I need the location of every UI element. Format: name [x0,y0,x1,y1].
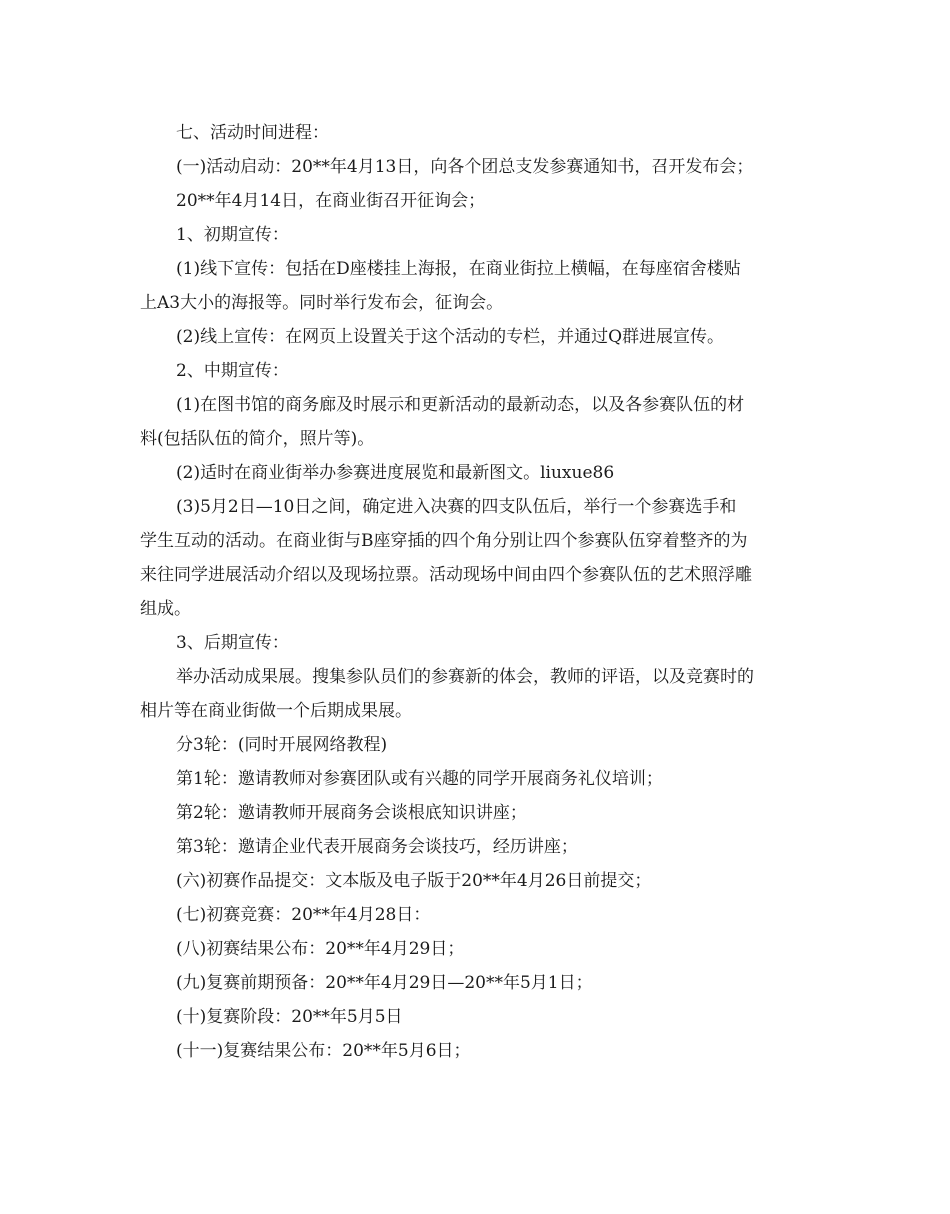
document-body [140,116,820,1068]
paragraph [140,864,820,898]
text-line: 第1轮：邀请教师对参赛团队或有兴趣的同学开展商务礼仪培训； [176,769,663,789]
text-line: (十一)复赛结果公布：20**年5月6日； [176,1041,471,1061]
paragraph [140,762,820,796]
paragraph [140,456,820,490]
text-line: 七、活动时间进程： [176,123,329,143]
paragraph [140,898,820,932]
text-line: 料(包括队伍的简介，照片等)。 [140,429,375,449]
text-line: (七)初赛竞赛：20**年4月28日： [176,905,431,925]
paragraph [140,728,820,762]
paragraph [140,660,820,728]
paragraph [140,116,820,150]
paragraph [140,320,820,354]
text-line: (1)线下宣传：包括在D座楼挂上海报，在商业街拉上横幅，在每座宿舍楼贴 [176,259,741,279]
paragraph [140,490,820,626]
paragraph [140,354,820,388]
paragraph [140,184,820,218]
paragraph [140,830,820,864]
paragraph [140,932,820,966]
text-line: (3)5月2日—10日之间，确定进入决赛的四支队伍后，举行一个参赛选手和 [176,497,737,517]
text-line: 第2轮：邀请教师开展商务会谈根底知识讲座； [176,803,527,823]
text-line: (一)活动启动：20**年4月13日，向各个团总支发参赛通知书，召开发布会； [176,157,754,177]
text-line: 上A3大小的海报等。同时举行发布会，征询会。 [140,293,504,313]
text-line: 组成。 [140,599,191,619]
text-line: 学生互动的活动。在商业街与B座穿插的四个角分别让四个参赛队伍穿着整齐的为 [140,531,748,551]
text-line: 举办活动成果展。搜集参队员们的参赛新的体会，教师的评语，以及竞赛时的 [176,667,754,687]
text-line: (九)复赛前期预备：20**年4月29日—20**年5月1日； [176,973,593,993]
text-line: 1、初期宣传： [176,225,289,245]
paragraph [140,1000,820,1034]
paragraph [140,1034,820,1068]
paragraph [140,626,820,660]
paragraph [140,388,820,456]
text-line: 分3轮：(同时开展网络教程) [176,735,388,755]
text-line: (1)在图书馆的商务廊及时展示和更新活动的最新动态，以及各参赛队伍的材 [176,395,745,415]
paragraph [140,150,820,184]
text-line: 20**年4月14日，在商业街召开征询会； [176,191,486,211]
paragraph [140,252,820,320]
text-line: 3、后期宣传： [176,633,289,653]
text-line: 2、中期宣传： [176,361,289,381]
text-line: (六)初赛作品提交：文本版及电子版于20**年4月26日前提交； [176,871,652,891]
text-line: 来往同学进展活动介绍以及现场拉票。活动现场中间由四个参赛队伍的艺术照浮雕 [140,565,752,585]
paragraph [140,218,820,252]
text-line: (十)复赛阶段：20**年5月5日 [176,1007,403,1027]
text-line: 第3轮：邀请企业代表开展商务会谈技巧，经历讲座； [176,837,578,857]
paragraph [140,966,820,1000]
text-line: (2)线上宣传：在网页上设置关于这个活动的专栏，并通过Q群进展宣传。 [176,327,725,347]
text-line: 相片等在商业街做一个后期成果展。 [140,701,412,721]
text-line: (八)初赛结果公布：20**年4月29日； [176,939,465,959]
text-line: (2)适时在商业街举办参赛进度展览和最新图文。liuxue86 [176,463,615,483]
paragraph [140,796,820,830]
